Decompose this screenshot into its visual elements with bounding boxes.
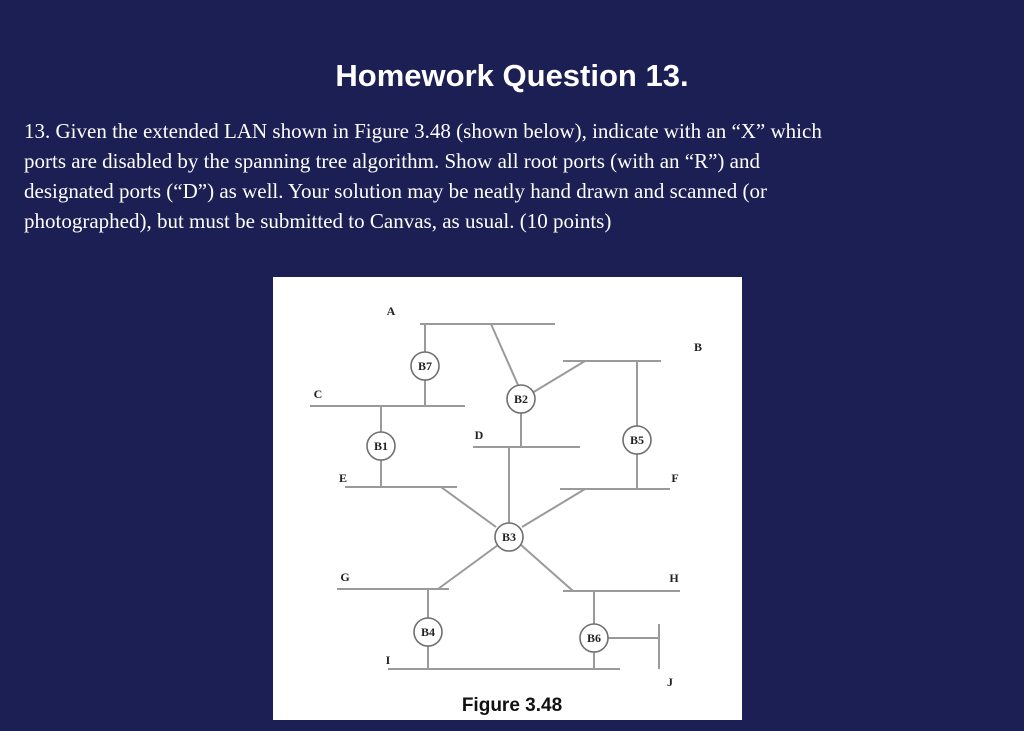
bridge-b7-label: B7 [417, 359, 433, 373]
lan-j-label: J [667, 675, 673, 689]
link-b3-e [441, 487, 496, 527]
lan-e-label: E [338, 471, 348, 485]
bridge-b6 [580, 624, 608, 652]
lan-c-label: C [313, 387, 323, 401]
question-line: ports are disabled by the spanning tree algorithm. Show all root ports (with an “R”) and [24, 149, 760, 173]
lan-g-label: G [340, 570, 350, 584]
bridge-b3 [495, 523, 523, 551]
bridge-b4-label: B4 [420, 625, 436, 639]
lan-f-label: F [671, 471, 679, 485]
link-b3-h [521, 545, 573, 591]
bridge-b5-label: B5 [629, 433, 645, 447]
figure-caption: Figure 3.48 [461, 695, 563, 716]
question-line: designated ports (“D”) as well. Your solution may be neatly hand drawn and scanned (or [24, 179, 767, 203]
link-b2-a [491, 324, 518, 385]
lan-h-label: H [669, 571, 679, 585]
bridge-b5 [623, 426, 651, 454]
lan-a-label: A [386, 304, 396, 318]
link-b2-b [532, 361, 585, 393]
question-text [24, 116, 984, 236]
lan-b-label: B [693, 340, 703, 354]
figure-panel [273, 277, 742, 720]
lan-d-label: D [474, 428, 484, 442]
question-line: photographed), but must be submitted to Canvas, as usual. (10 points) [24, 209, 612, 233]
bridge-b2 [507, 385, 535, 413]
bridge-b1 [367, 432, 395, 460]
lan-i-label: I [385, 653, 391, 667]
network-diagram [273, 277, 742, 720]
bridge-b7 [411, 352, 439, 380]
question-line: 13. Given the extended LAN shown in Figure 3.48 (shown below), indicate with an “X” which [24, 119, 822, 143]
bridge-b2-label: B2 [513, 392, 529, 406]
link-b3-f [522, 489, 585, 527]
bridge-b4 [414, 618, 442, 646]
bridge-b3-label: B3 [501, 530, 517, 544]
link-b3-g [438, 545, 498, 589]
bridge-b6-label: B6 [586, 631, 602, 645]
slide-title: Homework Question 13. [335, 58, 689, 93]
bridge-b1-label: B1 [373, 439, 389, 453]
